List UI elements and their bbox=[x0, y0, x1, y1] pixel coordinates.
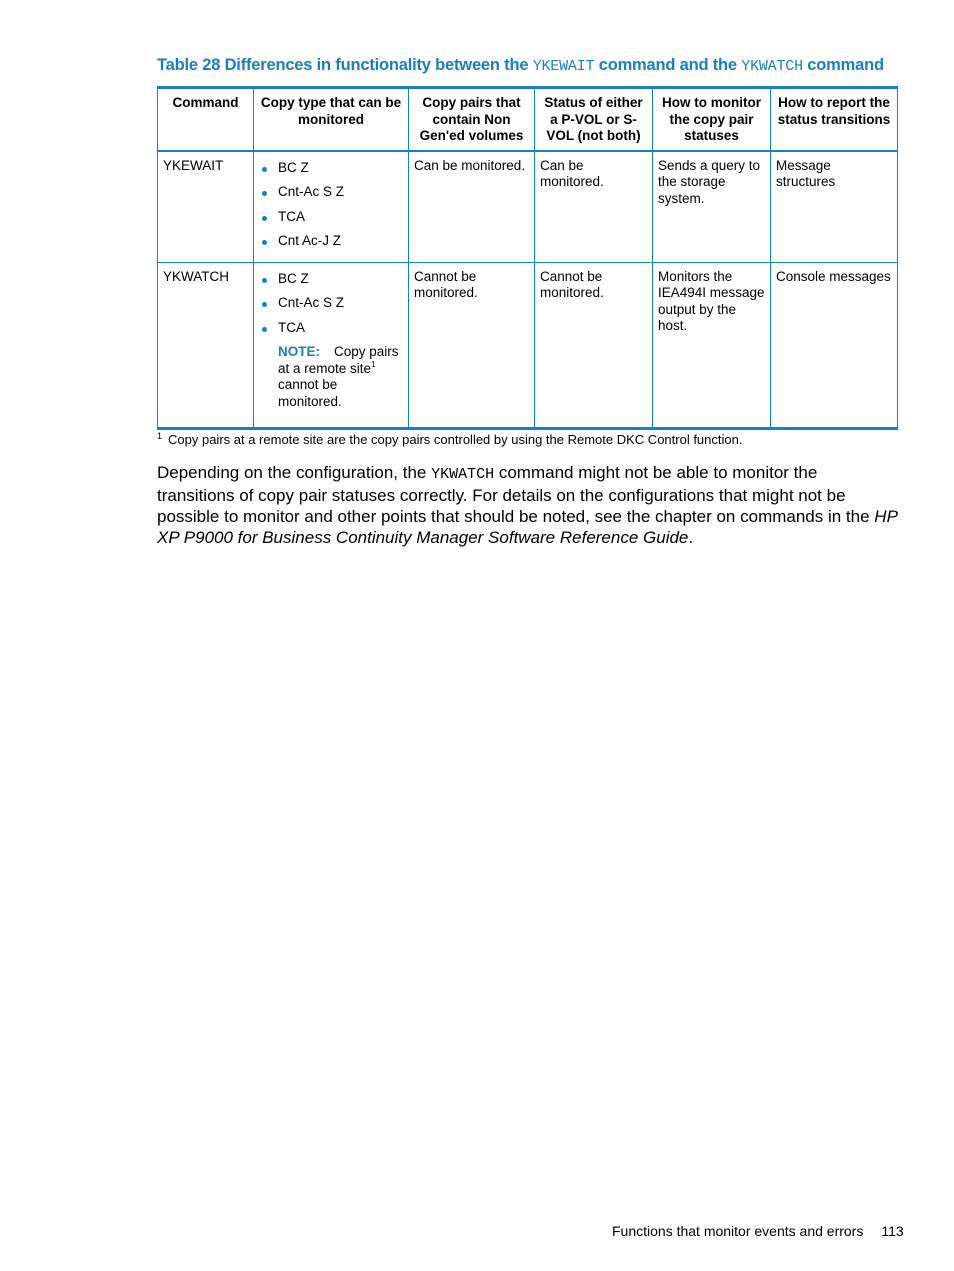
caption-command-ykwatch: YKWATCH bbox=[741, 58, 803, 75]
caption-prefix: Table 28 Differences in functionality between the bbox=[157, 56, 533, 74]
header-how-monitor: How to monitor the copy pair statuses bbox=[653, 88, 771, 151]
paragraph-text: Depending on the configuration, the bbox=[157, 463, 432, 482]
table-caption bbox=[157, 56, 897, 75]
header-non-gened: Copy pairs that contain Non Gen'ed volumes bbox=[409, 88, 535, 151]
list-item: TCA bbox=[278, 209, 404, 226]
list-item: Cnt-Ac S Z bbox=[278, 184, 404, 201]
paragraph-command: YKWATCH bbox=[431, 466, 495, 483]
header-status: Status of either a P-VOL or S-VOL (not both) bbox=[535, 88, 653, 151]
cell-command: YKEWAIT bbox=[158, 151, 254, 263]
footnote-reference[interactable]: 1 bbox=[371, 359, 376, 369]
header-how-report: How to report the status transitions bbox=[771, 88, 898, 151]
table-row bbox=[158, 151, 898, 263]
copy-type-list bbox=[259, 160, 404, 250]
caption-suffix: command bbox=[802, 56, 884, 74]
list-item: Cnt Ac-J Z bbox=[278, 233, 404, 250]
list-item: BC Z bbox=[278, 160, 404, 177]
cell-how-report: Console messages bbox=[771, 262, 898, 428]
paragraph-text: . bbox=[688, 528, 694, 547]
cell-non-gened: Can be monitored. bbox=[409, 151, 535, 263]
list-item: TCA bbox=[278, 320, 404, 337]
book-title: HP XP P9000 for Business Continuity Manager Software Reference Guide bbox=[157, 507, 898, 547]
caption-command-ykewait: YKEWAIT bbox=[532, 58, 595, 75]
footnote-text: Copy pairs at a remote site are the copy pairs controlled by using the Remote DKC Control function. bbox=[168, 432, 743, 447]
header-copy-type: Copy type that can be monitored bbox=[254, 88, 409, 151]
cell-status: Cannot be monitored. bbox=[535, 262, 653, 428]
cell-command: YKWATCH bbox=[158, 262, 254, 428]
caption-middle: command and the bbox=[594, 56, 742, 74]
cell-status: Can be monitored. bbox=[535, 151, 653, 263]
paragraph-text: command might not be able to monitor the transitions of copy pair statuses correctly. For details on the configurations that might not be possible to monitor and other points that should be noted, see the chapter on commands in the bbox=[157, 463, 875, 526]
note-label: NOTE: bbox=[278, 344, 320, 359]
note-text-end: cannot be monitored. bbox=[278, 377, 342, 409]
body-paragraph bbox=[157, 462, 899, 548]
list-item: Cnt-Ac S Z bbox=[278, 295, 404, 312]
footnote-mark: 1 bbox=[157, 431, 163, 441]
cell-copy-types bbox=[254, 151, 409, 263]
cell-how-monitor: Sends a query to the storage system. bbox=[653, 151, 771, 263]
table-header-row bbox=[158, 88, 898, 151]
note-block bbox=[259, 344, 404, 410]
table-row bbox=[158, 262, 898, 428]
cell-how-report: Message structures bbox=[771, 151, 898, 263]
page-number: 113 bbox=[881, 1223, 904, 1239]
page-footer bbox=[612, 1223, 904, 1239]
copy-type-list bbox=[259, 271, 404, 337]
list-item: BC Z bbox=[278, 271, 404, 288]
cell-how-monitor: Monitors the IEA494I message output by the host. bbox=[653, 262, 771, 428]
note-text: Copy pairs at a remote site bbox=[278, 344, 399, 376]
footer-section-title: Functions that monitor events and errors bbox=[612, 1223, 864, 1239]
cell-copy-types bbox=[254, 262, 409, 428]
table-footnote bbox=[157, 431, 742, 447]
header-command: Command bbox=[158, 88, 254, 151]
differences-table bbox=[157, 86, 898, 430]
cell-non-gened: Cannot be monitored. bbox=[409, 262, 535, 428]
